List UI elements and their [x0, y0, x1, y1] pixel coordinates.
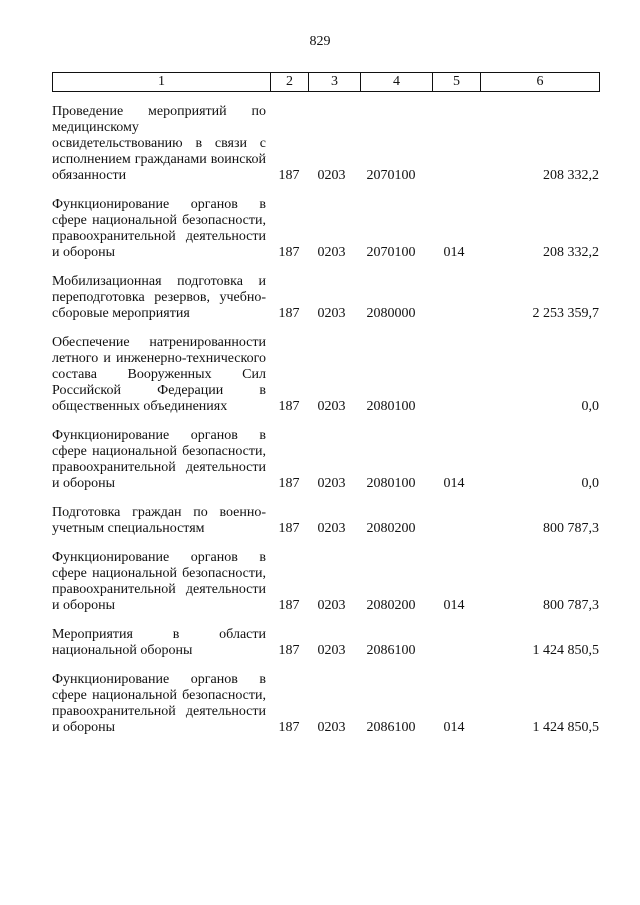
- row-amount: 800 787,3: [543, 598, 599, 613]
- row-ministry: 187: [278, 521, 300, 536]
- row-description: Проведение мероприятий по медицинскому освидетельствованию в связи с исполнением гражданами воинской обязанности: [52, 104, 266, 183]
- table-row: [52, 104, 599, 184]
- row-amount: 208 332,2: [543, 245, 599, 260]
- row-ministry: 187: [278, 306, 300, 321]
- row-target: 2080100: [366, 399, 416, 414]
- row-amount: 0,0: [581, 476, 599, 491]
- row-expense-type: 014: [443, 598, 465, 613]
- row-amount: 2 253 359,7: [532, 306, 599, 321]
- row-section: 0203: [317, 306, 346, 321]
- row-description: Функционирование органов в сфере национальной безопасности, правоохранительной деятельности и обороны: [52, 197, 266, 260]
- row-description: Функционирование органов в сфере национальной безопасности, правоохранительной деятельности и обороны: [52, 550, 266, 613]
- row-target: 2086100: [366, 720, 416, 735]
- row-amount: 0,0: [581, 399, 599, 414]
- row-description: Функционирование органов в сфере национальной безопасности, правоохранительной деятельности и обороны: [52, 672, 266, 735]
- page-number: 829: [309, 34, 331, 49]
- table-row: [52, 428, 599, 492]
- column-header-5: 5: [433, 73, 481, 92]
- row-section: 0203: [317, 720, 346, 735]
- table-row: [52, 627, 599, 659]
- column-header-row: [53, 73, 600, 92]
- row-amount: 1 424 850,5: [532, 643, 599, 658]
- budget-rows: [52, 104, 599, 749]
- table-row: [52, 672, 599, 736]
- row-expense-type: 014: [443, 476, 465, 491]
- row-description: Подготовка граждан по военно-учетным специальностям: [52, 505, 266, 536]
- row-target: 2080200: [366, 521, 416, 536]
- row-section: 0203: [317, 245, 346, 260]
- row-target: 2080200: [366, 598, 416, 613]
- row-ministry: 187: [278, 476, 300, 491]
- row-amount: 800 787,3: [543, 521, 599, 536]
- row-section: 0203: [317, 643, 346, 658]
- row-amount: 208 332,2: [543, 168, 599, 183]
- column-header-table: [52, 72, 600, 92]
- row-target: 2070100: [366, 168, 416, 183]
- table-row: [52, 550, 599, 614]
- row-description: Мобилизационная подготовка и переподготовка резервов, учебно-сборовые мероприятия: [52, 274, 266, 321]
- row-ministry: 187: [278, 720, 300, 735]
- row-target: 2080100: [366, 476, 416, 491]
- row-expense-type: 014: [443, 245, 465, 260]
- row-section: 0203: [317, 521, 346, 536]
- table-row: [52, 335, 599, 415]
- column-header-3: 3: [309, 73, 361, 92]
- table-row: [52, 505, 599, 537]
- row-description: Мероприятия в области национальной обороны: [52, 627, 266, 658]
- row-target: 2080000: [366, 306, 416, 321]
- row-expense-type: 014: [443, 720, 465, 735]
- row-section: 0203: [317, 168, 346, 183]
- table-row: [52, 274, 599, 322]
- column-header-4: 4: [361, 73, 433, 92]
- row-target: 2070100: [366, 245, 416, 260]
- column-header-1: 1: [53, 73, 271, 92]
- row-ministry: 187: [278, 168, 300, 183]
- column-header-6: 6: [481, 73, 600, 92]
- row-target: 2086100: [366, 643, 416, 658]
- row-ministry: 187: [278, 598, 300, 613]
- row-section: 0203: [317, 598, 346, 613]
- row-description: Обеспечение натренированности летного и инженерно-технического состава Вооруженных Сил Российской Федерации в общественных объединениях: [52, 335, 266, 414]
- row-ministry: 187: [278, 399, 300, 414]
- row-ministry: 187: [278, 643, 300, 658]
- column-header-2: 2: [271, 73, 309, 92]
- row-description: Функционирование органов в сфере национальной безопасности, правоохранительной деятельности и обороны: [52, 428, 266, 491]
- row-section: 0203: [317, 399, 346, 414]
- row-section: 0203: [317, 476, 346, 491]
- table-row: [52, 197, 599, 261]
- row-ministry: 187: [278, 245, 300, 260]
- row-amount: 1 424 850,5: [532, 720, 599, 735]
